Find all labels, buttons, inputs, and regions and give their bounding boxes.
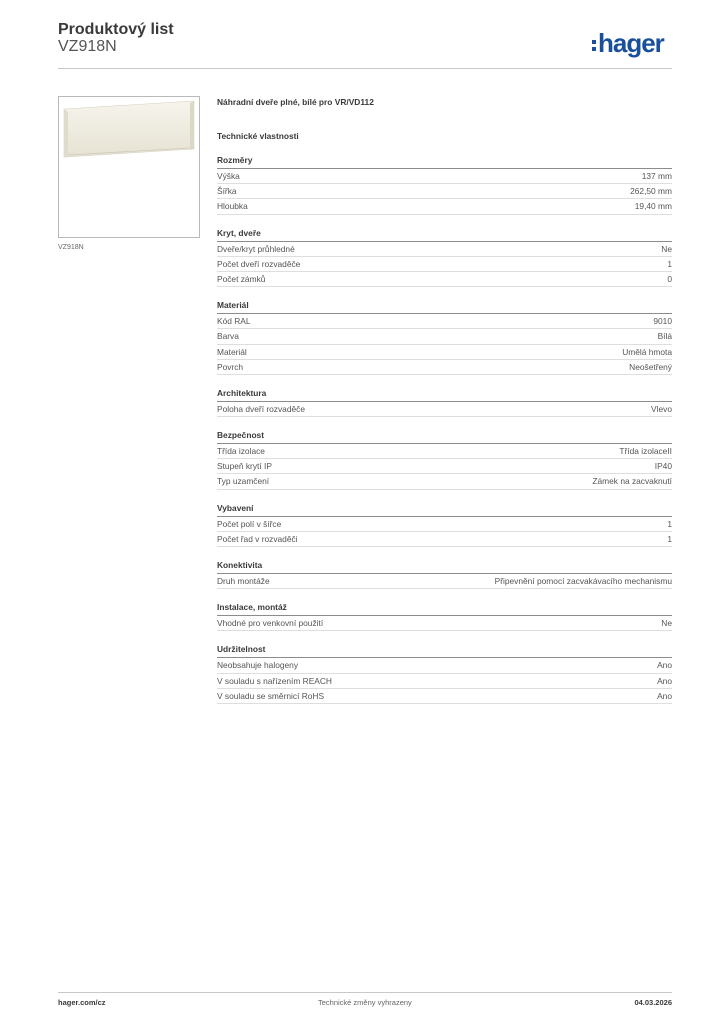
spec-label: Počet polí v šířce [217, 518, 282, 529]
spec-value: Ano [657, 660, 672, 671]
spec-label: Hloubka [217, 201, 248, 212]
spec-label: Počet zámků [217, 273, 266, 284]
spec-value: Třída izolaceII [619, 446, 672, 457]
spec-row [217, 360, 672, 375]
spec-label: Počet dveří rozvaděče [217, 258, 301, 269]
spec-value: Připevnění pomocí zacvakávacího mechanismu [494, 576, 672, 586]
spec-value: 9010 [653, 316, 672, 327]
spec-row [217, 532, 672, 547]
spec-section [217, 387, 672, 417]
spec-row [217, 689, 672, 704]
spec-label: Vhodné pro venkovní použití [217, 618, 324, 629]
spec-row [217, 402, 672, 417]
spec-value: Ne [661, 618, 672, 629]
spec-value: Bílá [657, 331, 672, 342]
spec-value: 1 [667, 518, 672, 529]
spec-label: Dveře/kryt průhledné [217, 243, 295, 254]
footer-website: hager.com/cz [58, 998, 106, 1007]
spec-label: Kód RAL [217, 316, 251, 327]
page-title: Produktový list [58, 21, 174, 38]
footer-notice: Technické změny vyhrazeny [318, 998, 412, 1007]
footer-date: 04.03.2026 [634, 998, 672, 1007]
technical-heading: Technické vlastnosti [217, 131, 299, 141]
spec-section [217, 559, 672, 589]
spec-value: Ano [657, 675, 672, 686]
section-title: Konektivita [217, 560, 263, 570]
spec-section [217, 502, 672, 547]
footer-divider [58, 992, 672, 993]
spec-section [217, 429, 672, 490]
logo-dots-icon [592, 40, 596, 51]
spec-label: Neobsahuje halogeny [217, 660, 299, 671]
spec-label: Třída izolace [217, 446, 265, 457]
spec-section [217, 601, 672, 631]
section-title: Vybavení [217, 502, 254, 513]
spec-section [217, 643, 672, 704]
product-code: VZ918N [58, 38, 117, 55]
hager-logo [592, 30, 664, 56]
spec-value: 1 [667, 533, 672, 544]
spec-label: Povrch [217, 361, 244, 372]
spec-label: Výška [217, 171, 240, 181]
spec-label: Poloha dveří rozvaděče [217, 403, 305, 414]
door-panel-illustration [59, 97, 199, 237]
spec-sections [217, 154, 672, 704]
spec-row [217, 184, 672, 199]
spec-sheet [217, 96, 672, 704]
spec-row [217, 474, 672, 489]
section-title: Bezpečnost [217, 430, 265, 441]
spec-label: Barva [217, 331, 239, 342]
section-title: Udržitelnost [217, 644, 266, 655]
spec-label: Šířka [217, 186, 237, 197]
spec-value: 137 mm [641, 171, 672, 181]
spec-row [217, 616, 672, 631]
spec-section [217, 227, 672, 288]
spec-row [217, 272, 672, 287]
spec-value: Ne [661, 243, 672, 254]
header-divider [58, 68, 672, 69]
spec-row [217, 329, 672, 344]
spec-value: Ano [657, 690, 672, 701]
spec-value: 0 [667, 273, 672, 284]
spec-value: 262,50 mm [630, 186, 672, 197]
spec-label: Počet řad v rozvaděči [217, 533, 298, 544]
spec-row [217, 169, 672, 184]
section-title: Rozměry [217, 155, 253, 165]
spec-label: Stupeň krytí IP [217, 461, 272, 472]
spec-value: IP40 [654, 461, 672, 472]
spec-value: Zámek na zacvaknutí [592, 476, 672, 487]
spec-label: V souladu s nařízením REACH [217, 675, 332, 686]
section-title: Materiál [217, 300, 249, 311]
product-image [58, 96, 200, 238]
spec-value: 1 [667, 258, 672, 269]
spec-section [217, 154, 672, 215]
product-description: Náhradní dveře plné, bílé pro VR/VD112 [217, 97, 374, 107]
logo-wordmark: hager [598, 28, 664, 58]
spec-row [217, 257, 672, 272]
spec-row [217, 674, 672, 689]
spec-label: Typ uzamčení [217, 476, 270, 487]
spec-value: Neošetřený [629, 361, 672, 372]
photo-caption: VZ918N [58, 244, 84, 251]
section-title: Instalace, montáž [217, 602, 287, 613]
spec-value: Vlevo [651, 403, 672, 414]
spec-row [217, 658, 672, 673]
spec-section [217, 299, 672, 375]
spec-row [217, 574, 672, 589]
spec-row [217, 444, 672, 459]
spec-row [217, 199, 672, 214]
spec-row [217, 345, 672, 360]
spec-row [217, 242, 672, 257]
section-title: Architektura [217, 387, 267, 398]
spec-value: 19,40 mm [634, 201, 672, 212]
spec-label: Druh montáže [217, 576, 270, 586]
spec-row [217, 517, 672, 532]
spec-row [217, 314, 672, 329]
spec-label: V souladu se směrnicí RoHS [217, 690, 325, 701]
section-title: Kryt, dveře [217, 227, 261, 238]
spec-label: Materiál [217, 346, 247, 357]
spec-row [217, 459, 672, 474]
spec-value: Umělá hmota [622, 346, 672, 357]
